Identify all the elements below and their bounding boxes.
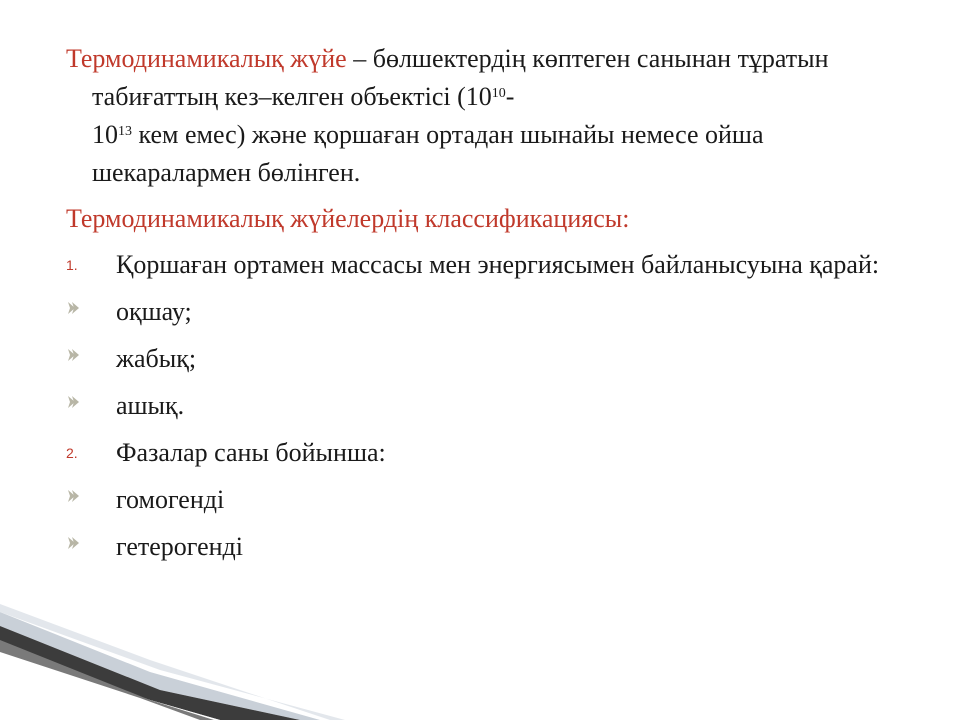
list-item-label: ашық.	[116, 391, 185, 420]
range-dash: -	[505, 82, 515, 111]
section-1	[66, 246, 926, 284]
slide-content	[66, 40, 926, 566]
section-2	[66, 434, 926, 472]
exponent-10: 10	[491, 86, 506, 101]
base-10: 10	[92, 120, 118, 149]
definition-term: Термодинамикалық жүйе	[66, 44, 347, 73]
list-item	[66, 528, 926, 566]
arrow-bullet-icon	[66, 394, 82, 410]
list-item-label: гетерогенді	[116, 532, 243, 561]
classification-heading: Термодинамикалық жүйелердің классификациясы:	[66, 204, 630, 233]
exponent-13: 13	[118, 124, 132, 139]
list-item	[66, 387, 926, 425]
section-number: 2.	[66, 445, 78, 461]
section-title: Қоршаған ортамен массасы мен энергиясымен байланысуына қарай:	[116, 250, 880, 279]
section-number: 1.	[66, 257, 78, 273]
list-item-label: жабық;	[116, 344, 197, 373]
list-item-label: гомогенді	[116, 485, 225, 514]
list-item-label: оқшау;	[116, 297, 192, 326]
arrow-bullet-icon	[66, 488, 82, 504]
section-title: Фазалар саны бойынша:	[116, 438, 386, 467]
arrow-bullet-icon	[66, 300, 82, 316]
list-item	[66, 293, 926, 331]
arrow-bullet-icon	[66, 535, 82, 551]
definition-paragraph	[66, 40, 926, 192]
list-item	[66, 340, 926, 378]
definition-text-continued: кем емес) және қоршаған ортадан шынайы немесе ойша шекаралармен бөлінген.	[92, 120, 764, 187]
definition-text: – бөлшектердің көптеген санынан тұратын табиғаттың кез–келген объектісі (10	[92, 44, 829, 111]
list-item	[66, 481, 926, 519]
arrow-bullet-icon	[66, 347, 82, 363]
